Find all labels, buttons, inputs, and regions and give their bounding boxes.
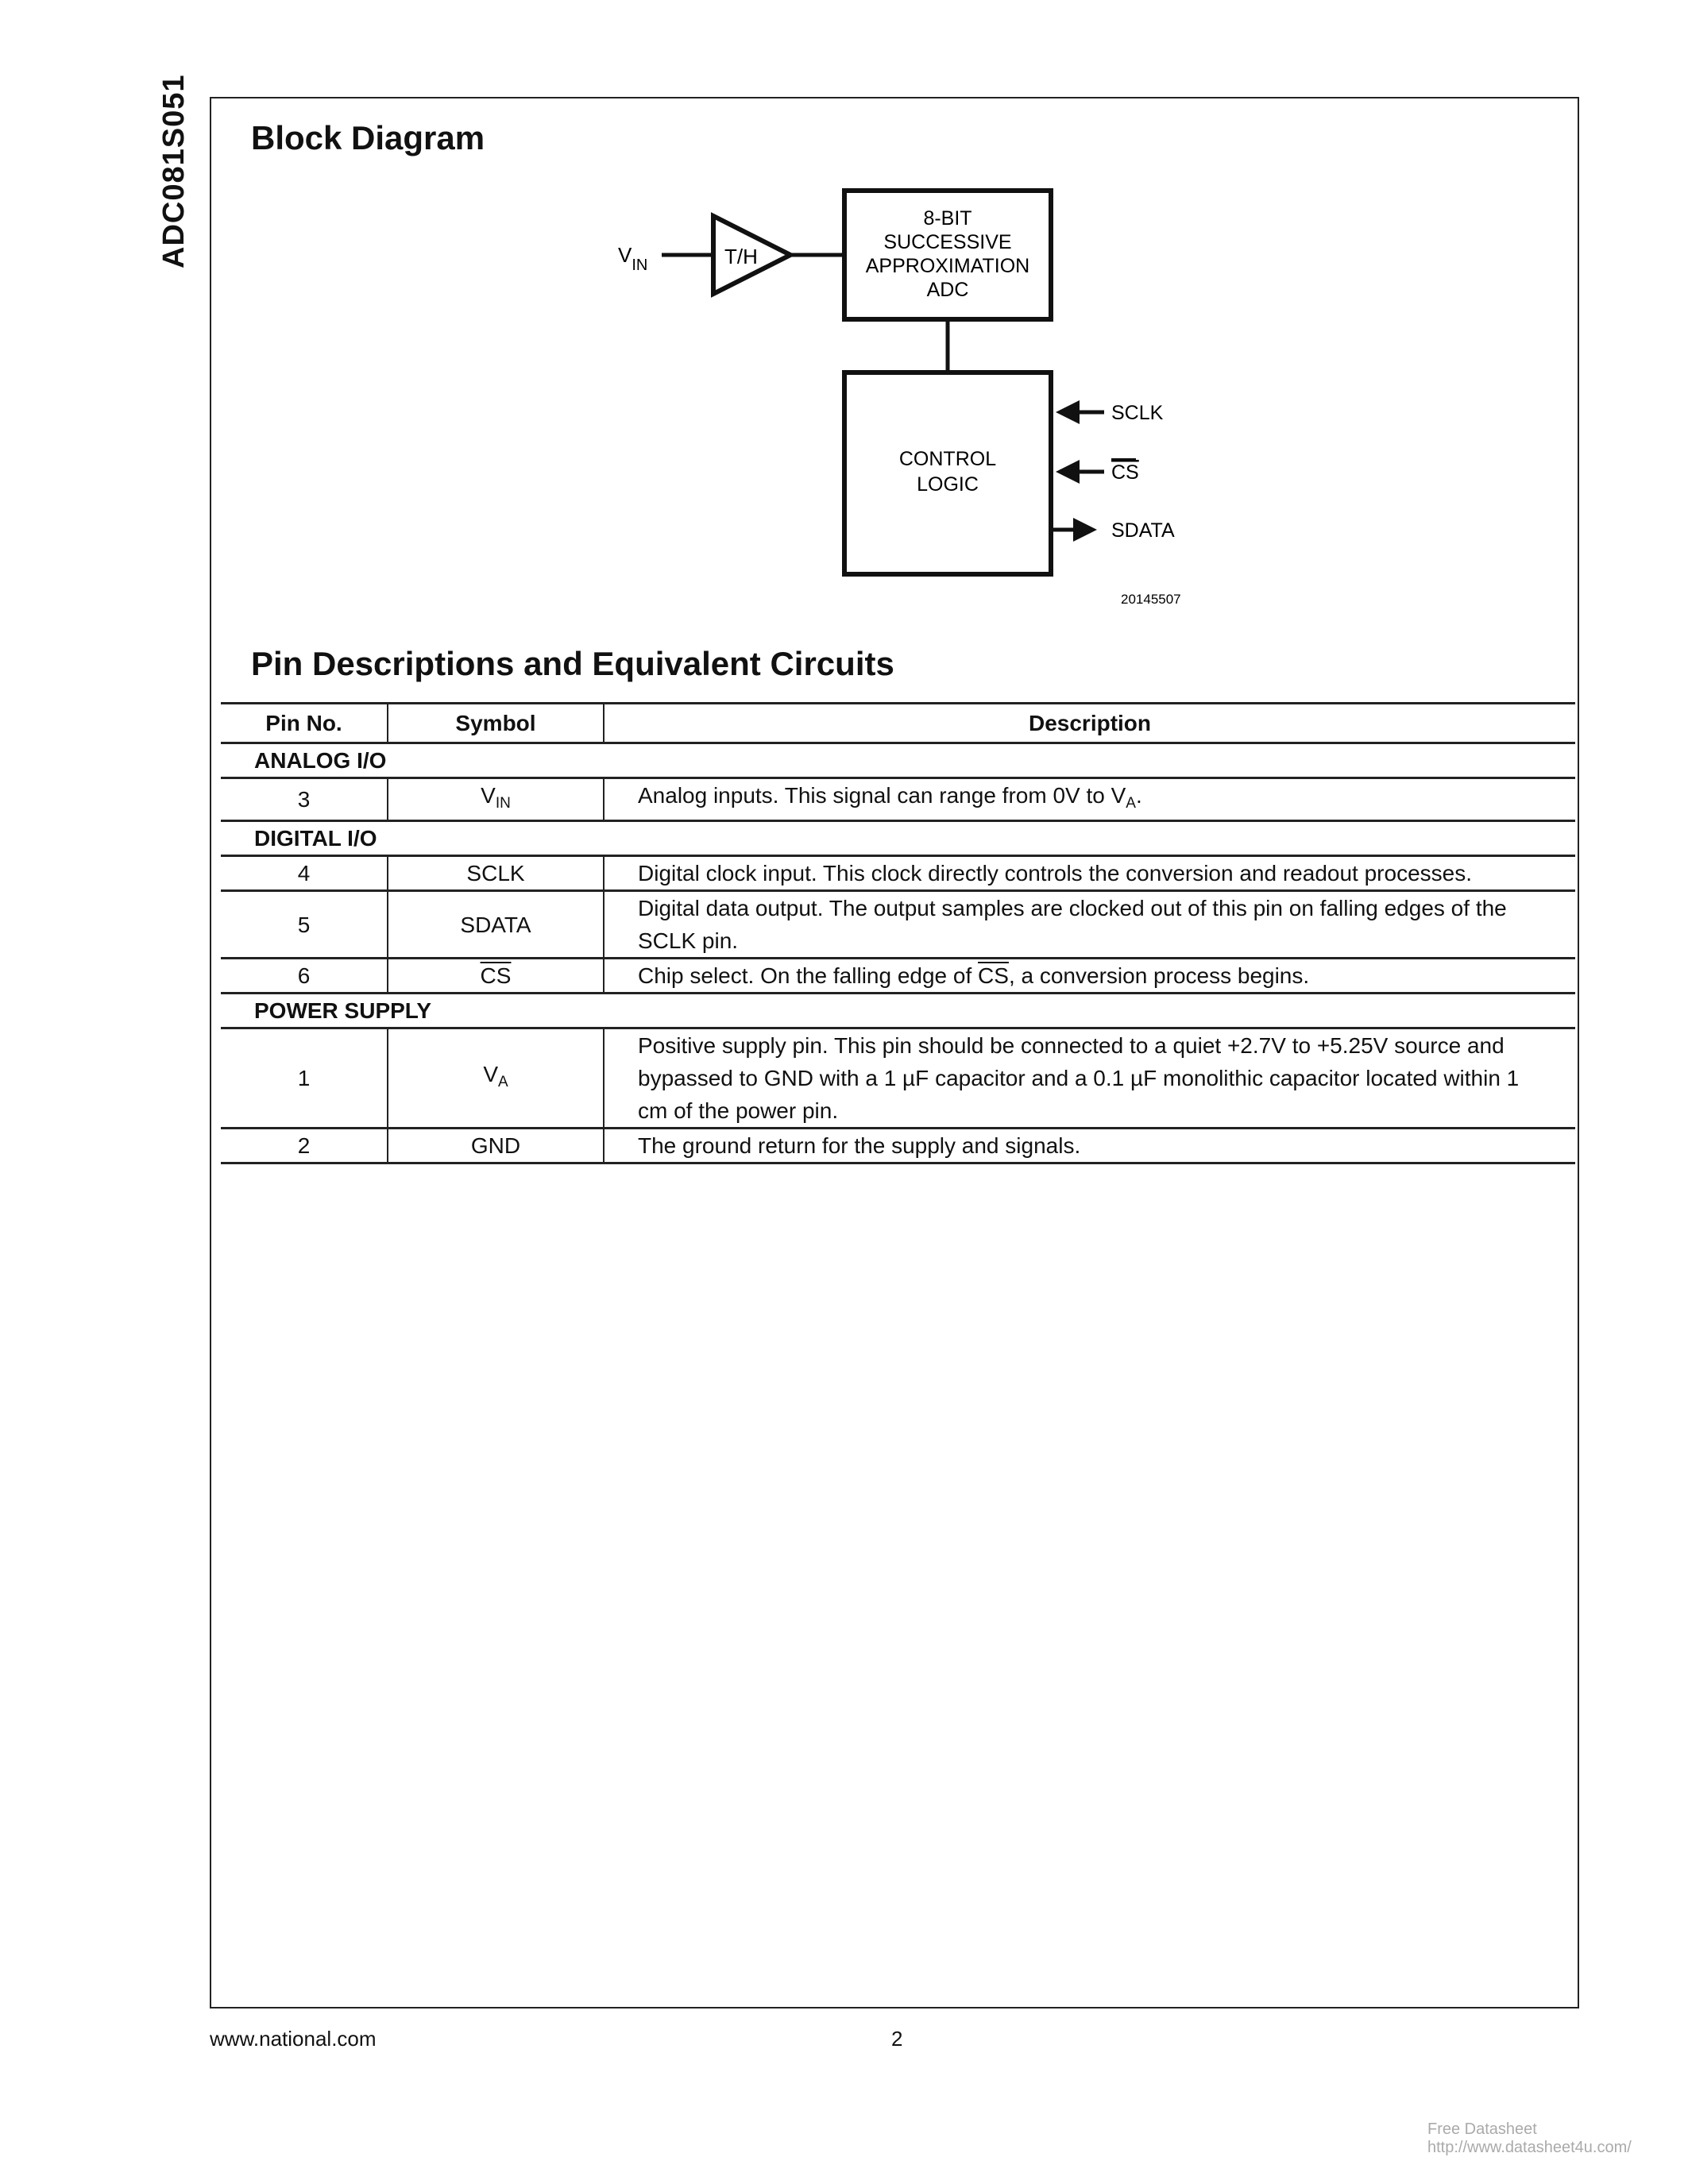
pin-description: Digital clock input. This clock directly controls the conversion and readout processes.: [604, 856, 1575, 891]
pin-number: 6: [221, 959, 388, 994]
table-row: [221, 891, 1575, 959]
pin-number: 2: [221, 1129, 388, 1163]
table-row: [221, 1028, 1575, 1129]
table-row: [221, 778, 1575, 821]
header-pin: Pin No.: [221, 704, 388, 743]
pin-description: The ground return for the supply and signals.: [604, 1129, 1575, 1163]
cs-label: CS: [1111, 461, 1139, 484]
block-diagram-title: Block Diagram: [251, 119, 485, 156]
pin-symbol: $\overline{CS}$: [388, 959, 604, 994]
pin-symbol: $V_{IN}$: [388, 778, 604, 821]
pin-number: 5: [221, 891, 388, 959]
group-row: [221, 994, 1575, 1028]
pin-description: Analog inputs. This signal can range from 0V to $V_A$.: [604, 778, 1575, 821]
adc-label: APPROXIMATION: [865, 255, 1030, 277]
adc-label: 8-BIT: [923, 207, 972, 230]
figure-id: 20145507: [1121, 592, 1181, 607]
watermark: Free Datasheet http://www.datasheet4u.com/: [1427, 2120, 1632, 2156]
footer-url-link[interactable]: www.national.com: [210, 2027, 377, 2051]
pin-descriptions-title: Pin Descriptions and Equivalent Circuits: [251, 645, 894, 682]
pin-table: [221, 702, 1575, 1164]
group-power: POWER SUPPLY: [221, 994, 1575, 1028]
page-number: 2: [891, 2027, 903, 2051]
pin-symbol: SDATA: [388, 891, 604, 959]
pin-description: Digital data output. The output samples are clocked out of this pin on falling edges of the SCLK pin.: [604, 891, 1575, 959]
pin-symbol: GND: [388, 1129, 604, 1163]
part-number-side-label: ADC081S051: [157, 74, 191, 268]
pin-description: Chip select. On the falling edge of $\overline{CS}$, a conversion process begins.: [604, 959, 1575, 994]
header-description: Description: [604, 704, 1575, 743]
table-header-row: [221, 704, 1575, 743]
adc-label: ADC: [926, 279, 969, 301]
group-analog: ANALOG I/O: [221, 743, 1575, 778]
adc-label: SUCCESSIVE: [883, 231, 1012, 253]
vin-label: $V_{IN}$: [618, 243, 648, 274]
group-row: [221, 821, 1575, 856]
control-label: LOGIC: [917, 473, 979, 496]
control-label: CONTROL: [898, 448, 997, 470]
header-symbol: Symbol: [388, 704, 604, 743]
pin-symbol: $V_A$: [388, 1028, 604, 1129]
th-label: T/H: [724, 245, 758, 268]
pin-number: 1: [221, 1028, 388, 1129]
sclk-label: SCLK: [1111, 402, 1164, 424]
table-row: [221, 856, 1575, 891]
table-row: [221, 959, 1575, 994]
pin-number: 4: [221, 856, 388, 891]
pin-description: Positive supply pin. This pin should be connected to a quiet +2.7V to +5.25V source and bypassed to GND with a 1 µF capacitor and a 0.1 µF monolithic capacitor located within 1 cm of the power pin.: [604, 1028, 1575, 1129]
pin-symbol: SCLK: [388, 856, 604, 891]
block-diagram: [0, 0, 1688, 635]
group-digital: DIGITAL I/O: [221, 821, 1575, 856]
group-row: [221, 743, 1575, 778]
pin-number: 3: [221, 778, 388, 821]
table-row: [221, 1129, 1575, 1163]
sdata-label: SDATA: [1111, 519, 1175, 542]
